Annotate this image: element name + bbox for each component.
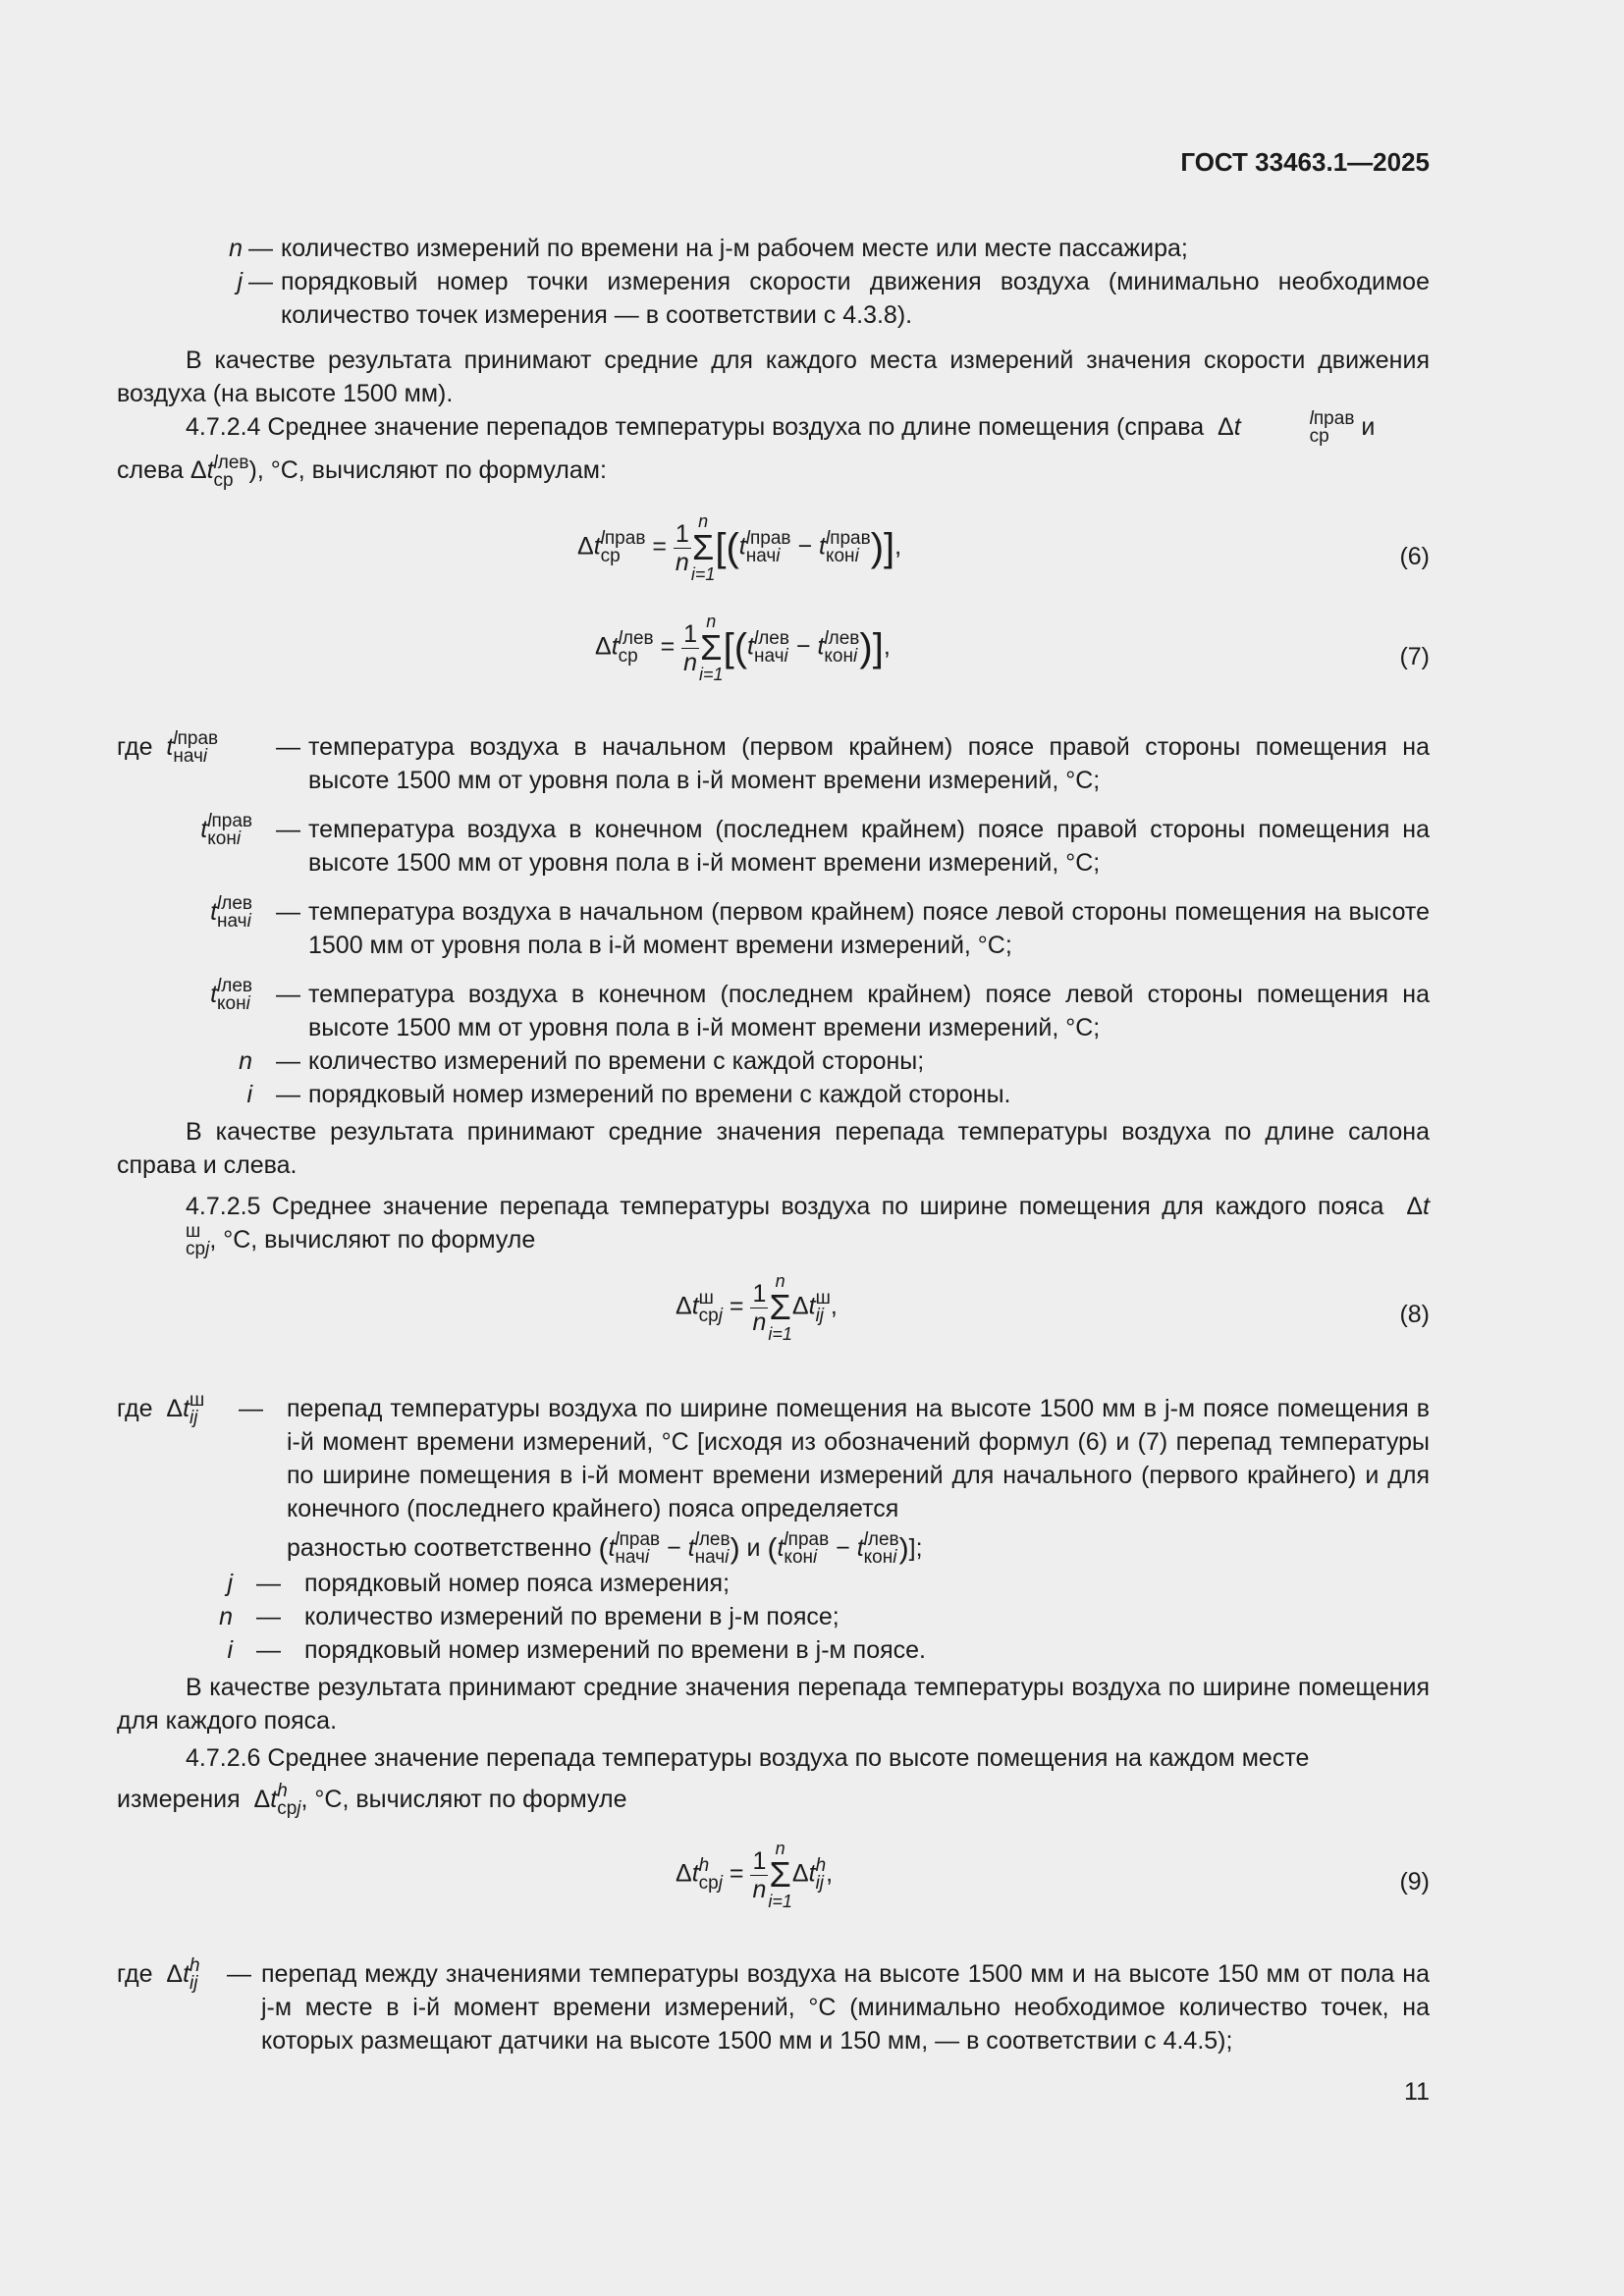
definition-text: перепад между значениями температуры воздуха на высоте 1500 мм и на высоте 150 мм от пола на j-м месте в i-й момент времени измерений, °С (минимально необходимое количество точек, на которых размещают датчики на высоте 1500 мм и 150 мм, — в соответствии с 4.4.5); [261, 1960, 1430, 2055]
definition-symbol: t lправ конi [200, 811, 252, 850]
result-paragraph: В качестве результата принимают средние значения перепада температуры воздуха по ширине помещения для каждого пояса. [117, 1674, 1430, 1735]
definition-item: t lлев конi — температура воздуха в конечном (последнем крайнем) поясе левой стороны помещения на высоте 1500 мм от уровня пола в i-й момент времени измерений, °С; [117, 978, 1430, 1044]
definition-text: порядковый номер точки измерения скорости движения воздуха (минимально необходимое количество точек измерения — в соответствии с 4.3.8). [281, 268, 1430, 329]
definition-item: где t lправ начi — температура воздуха в начальном (первом крайнем) поясе правой стороны помещения на высоте 1500 мм от уровня пола в i-й момент времени измерений, °С; [117, 730, 1430, 797]
definition-symbol: t lлев конi [210, 976, 252, 1015]
section-4724-intro: 4.7.2.4 Среднее значение перепадов температуры воздуха по длине помещения (справа Δt lправ ср и слева Δt lлев ср ), °С, вычисляют по формулам: [117, 408, 1376, 491]
definition-text: температура воздуха в конечном (последнем крайнем) поясе правой стороны помещения на высоте 1500 мм от уровня пола в i-й момент времени измерений, °С; [308, 816, 1430, 877]
result-paragraph: В качестве результата принимают средние для каждого места измерений значения скорости движения воздуха (на высоте 1500 мм). [117, 347, 1430, 407]
definition-item: j — порядковый номер точки измерения скорости движения воздуха (минимально необходимое количество точек измерения — в соответствии с 4.3.8). [117, 265, 1430, 332]
definition-item: i — порядковый номер измерений по времени с каждой стороны. [117, 1078, 1430, 1111]
definition-symbol: i [246, 1081, 252, 1108]
definition-text: порядковый номер измерений по времени в j-м поясе. [304, 1636, 926, 1665]
equation-number-6: (6) [1399, 543, 1430, 570]
formula-9: Δt h срj = $\frac{1}{n}$ n Σ i=1 Δt h ij , [676, 1839, 834, 1911]
formula-8: Δt ш срj = $\frac{1}{n}$ n Σ i=1 Δt ш ij , [676, 1271, 838, 1344]
definition-symbol: i [227, 1636, 233, 1665]
definition-text: количество измерений по времени в j-м поясе; [304, 1603, 839, 1631]
section-4724-definitions [117, 730, 1430, 1182]
equation-number-9: (9) [1399, 1868, 1430, 1896]
definition-symbol: n [239, 1047, 252, 1075]
result-paragraph: В качестве результата принимают средние значения перепада температуры воздуха по длине салона справа и слева. [117, 1118, 1430, 1179]
doc-header-code: ГОСТ 33463.1—2025 [1180, 147, 1430, 177]
definition-symbol: где t lправ начi [117, 728, 219, 768]
definition-item: i — порядковый номер измерений по времени в j-м поясе. [117, 1633, 1430, 1667]
definition-item: где Δt ш ij — перепад температуры воздуха по ширине помещения на высоте 1500 мм в j-м поясе помещения в i-й момент времени измерений, °С [исходя из обозначений формул (6) и (7) перепад температуры по ширине помещения в i-й момент времени измерений для начального (первого крайнего) и для конечного (последнего крайнего) пояса определяется разностью соответственно (t lправ начi − t lлев начi ) и (t lправ конi − t lлев конi )]; [117, 1390, 1430, 1569]
definition-text: количество измерений по времени на j-м рабочем месте или месте пассажира; [281, 235, 1188, 262]
definition-symbol: t lлев начi [210, 893, 252, 933]
definition-symbol: j [227, 1570, 233, 1598]
definition-symbol: где Δt h ij [117, 1955, 200, 1995]
definition-text: порядковый номер измерений по времени с каждой стороны. [308, 1081, 1011, 1108]
page-number: 11 [1404, 2078, 1430, 2106]
definition-text: температура воздуха в начальном (первом крайнем) поясе левой стороны помещения на высоте 1500 мм от уровня пола в i-й момент времени измерений, °С; [308, 898, 1430, 959]
formula-6: Δt lправ ср = $\frac{1}{n}$ n Σ i=1 [(t lправ начi − t lправ конi )], [577, 511, 902, 584]
section-4726-definitions [117, 1957, 1430, 2057]
block-variables-velocity [117, 232, 1430, 410]
definition-item: j — порядковый номер пояса измерения; [117, 1567, 1430, 1600]
definition-item: n — количество измерений по времени в j-м поясе; [117, 1600, 1430, 1633]
definition-symbol: где Δt ш ij [117, 1390, 205, 1429]
definition-text: количество измерений по времени с каждой стороны; [308, 1047, 925, 1075]
definition-text: температура воздуха в начальном (первом крайнем) поясе правой стороны помещения на высоте 1500 мм от уровня пола в i-й момент времени измерений, °С; [308, 733, 1430, 794]
definition-item: t lлев начi — температура воздуха в начальном (первом крайнем) поясе левой стороны помещения на высоте 1500 мм от уровня пола в i-й момент времени измерений, °С; [117, 895, 1430, 962]
formula-7: Δt lлев ср = $\frac{1}{n}$ n Σ i=1 [(t lлев начi − t lлев конi )], [595, 612, 891, 684]
definition-item: t lправ конi — температура воздуха в конечном (последнем крайнем) поясе правой стороны помещения на высоте 1500 мм от уровня пола в i-й момент времени измерений, °С; [117, 813, 1430, 880]
definition-symbol: n [229, 235, 243, 262]
definition-text: перепад температуры воздуха по ширине помещения на высоте 1500 мм в j-м поясе помещения в i-й момент времени измерений, °С [исходя из обозначений формул (6) и (7) перепад температуры по ширине помещения в i-й момент времени измерений для начального (первого крайнего) и для конечного (последнего крайнего) пояса определяется разностью соответственно (t lправ начi − t lлев начi ) и (t lправ конi − t lлев конi )]; [287, 1395, 1430, 1569]
definition-symbol: j [237, 268, 243, 295]
definition-symbol: n [219, 1603, 233, 1631]
definition-item: где Δt h ij — перепад между значениями температуры воздуха на высоте 1500 мм и на высоте 150 мм от пола на j-м месте в i-й момент времени измерений, °С (минимально необходимое количество точек, на которых размещают датчики на высоте 1500 мм и 150 мм, — в соответствии с 4.4.5); [117, 1957, 1430, 2057]
definition-item: n — количество измерений по времени с каждой стороны; [117, 1044, 1430, 1078]
equation-number-7: (7) [1399, 643, 1430, 670]
definition-text: температура воздуха в конечном (последнем крайнем) поясе левой стороны помещения на высоте 1500 мм от уровня пола в i-й момент времени измерений, °С; [308, 981, 1430, 1041]
section-4725-intro: 4.7.2.5 Среднее значение перепада температуры воздуха по ширине помещения для каждого пояса Δt ш срj , °С, вычисляют по формуле [186, 1193, 1430, 1260]
definition-item: n — количество измерений по времени на j-м рабочем месте или месте пассажира; [117, 232, 1430, 265]
section-4725-definitions [117, 1392, 1430, 1737]
equation-number-8: (8) [1399, 1301, 1430, 1328]
definition-text: порядковый номер пояса измерения; [304, 1570, 731, 1598]
section-4726-intro: 4.7.2.6 Среднее значение перепада температуры воздуха по высоте помещения на каждом месте измерения Δt h срj , °С, вычисляют по формуле [117, 1744, 1310, 1820]
